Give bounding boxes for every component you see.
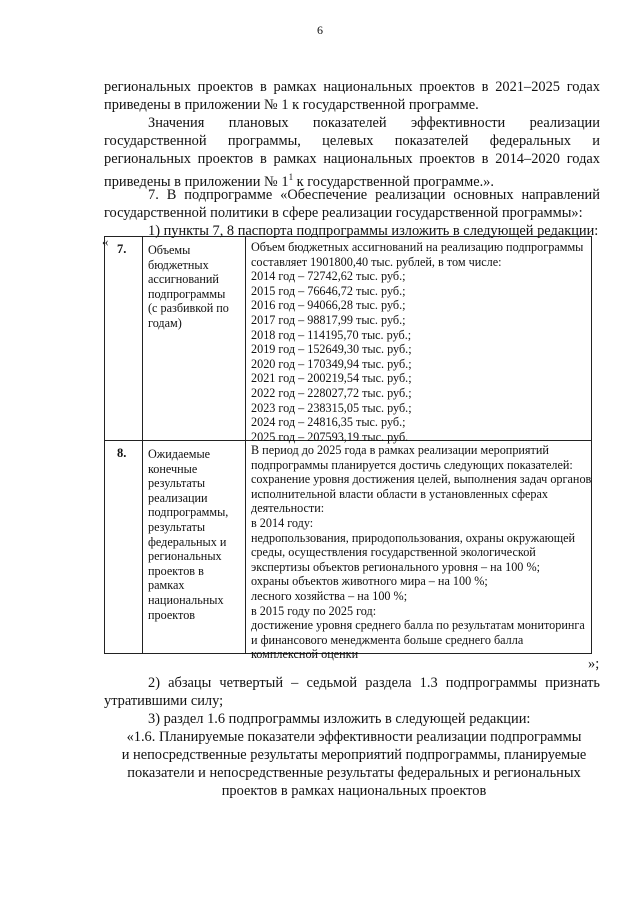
passport-table [104,236,592,662]
section-heading-line: показатели и непосредственные результаты федеральных и региональных [127,765,581,781]
row-label: Объемы бюджетных ассигнований подпрограммы (с разбивкой по годам) [148,243,229,330]
paragraph-line: утратившими силу; [104,693,224,709]
row-number: 7. [117,242,127,256]
paragraph-line: 1) пункты 7, 8 паспорта подпрограммы изложить в следующей редакции: [148,223,599,239]
superscript: 1 [288,172,294,182]
section-heading-line: проектов в рамках национальных проектов [221,783,487,799]
paragraph-line: 3) раздел 1.6 подпрограммы изложить в следующей редакции: [148,711,531,727]
paragraph-line: 7. В подпрограмме «Обеспечение реализации основных направлений [148,187,600,203]
section-heading-line: «1.6. Планируемые показатели эффективности реализации подпрограммы [126,729,582,745]
table-column-divider [245,237,246,653]
paragraph-line: приведены в приложении № 1 к государственной программе. [104,97,479,113]
paragraph-line: государственной политики в сфере реализации государственной программы»: [104,205,583,221]
paragraph-line: Значения плановых показателей эффективности реализации [148,115,600,131]
page-number: 6 [317,23,323,37]
open-quote: « [102,234,109,249]
paragraph-line: государственной программы, целевых показателей федеральных и [104,133,600,149]
paragraph-line: 2) абзацы четвертый – седьмой раздела 1.3 подпрограммы признать [148,675,600,691]
table-column-divider [142,237,143,653]
row-content: Объем бюджетных ассигнований на реализацию подпрограммы составляет 1901800,40 тыс. рублей, в том числе: 2014 год – 72742,62 тыс. руб.; 2015 год – 76646,72 тыс. руб.; 2016 год – 94066,28 тыс. руб.; 2017 год – 98817,99 тыс. руб.; 2018 год – 114195,70 тыс. руб.; 2019 год – 152649,30 тыс. руб.; 2020 год – 170349,94 тыс. руб.; 2021 год – 200219,54 тыс. руб.; 2022 год – 228027,72 тыс. руб.; 2023 год – 238315,05 тыс. руб.; 2024 год – 24816,35 тыс. руб.; 2025 год – 207593,19 тыс. руб. [251,240,584,444]
close-quote: »; [588,656,600,672]
row-number: 8. [117,446,127,460]
paragraph-line: приведены в приложении № $1^1$ к государственной программе.». [104,172,494,190]
paragraph-line: региональных проектов в рамках национальных проектов в 2021–2025 годах [104,79,600,95]
section-heading-line: и непосредственные результаты мероприятий подпрограммы, планируемые [121,747,587,763]
paragraph-line: региональных проектов в рамках национальных проектов в 2014–2020 годах [104,151,600,167]
row-content: В период до 2025 года в рамках реализации мероприятий подпрограммы планируется достичь следующих показателей: сохранение уровня достижения целей, выполнения задач органов исполнительной власти области в установленных сферах деятельности: в 2014 году: недропользования, природопользования, охраны окружающей среды, осуществления государственной экологической экспертизы объектов регионального уровня – на 100 %; охраны объектов животного мира – на 100 %; лесного хозяйства – на 100 %; в 2015 году по 2025 год: достижение уровня среднего балла по результатам мониторинга и финансового менеджмента больше среднего балла комплексной оценки [251,443,592,662]
row-label: Ожидаемые конечные результаты реализации подпрограммы, результаты федеральных и региональных проектов в рамках национальных проектов [148,447,229,622]
